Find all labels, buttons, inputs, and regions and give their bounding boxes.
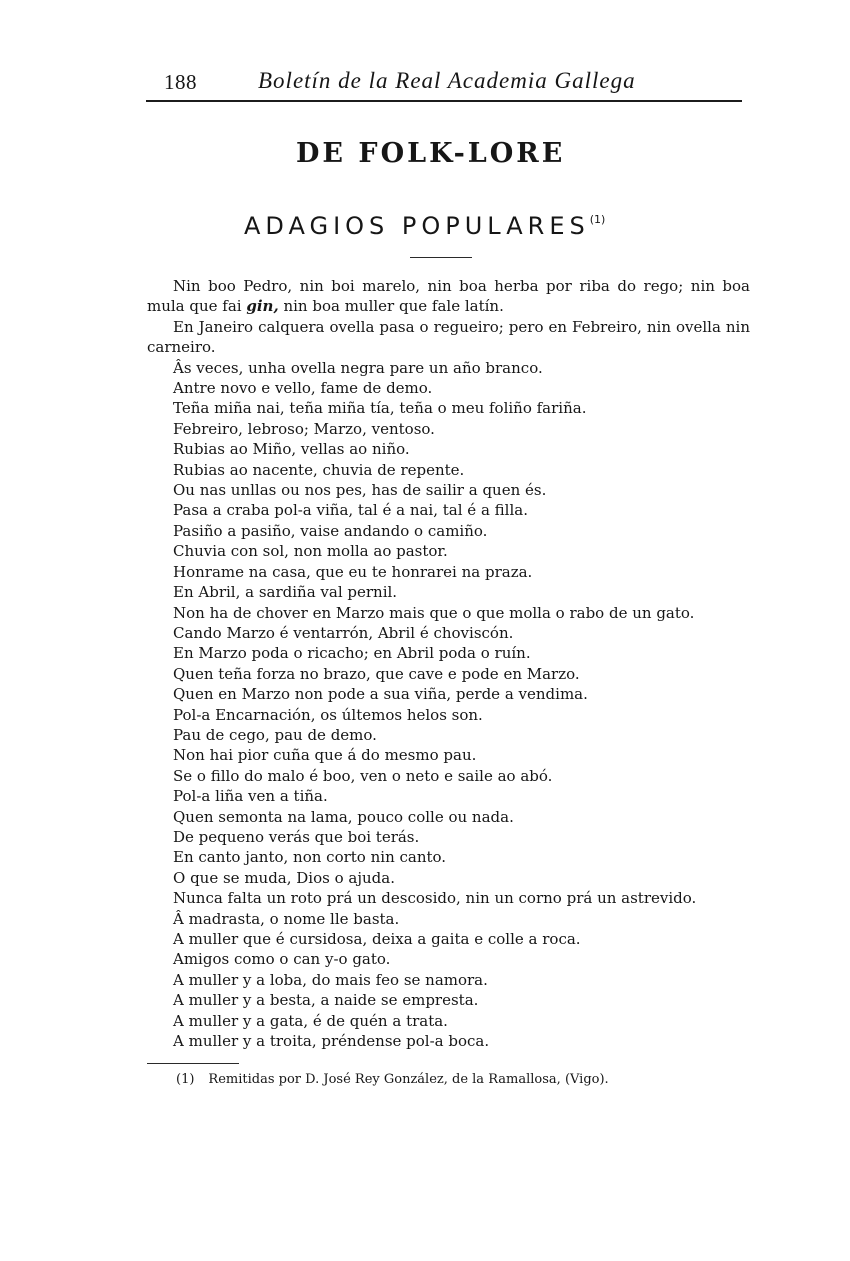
footnote-rule: [147, 1063, 239, 1064]
proverb-line: A muller que é cursidosa, deixa a gaita e colle a roca.: [173, 930, 581, 948]
page-header: [146, 64, 742, 102]
proverb-line: Cando Marzo é ventarrón, Abril é choviscón.: [173, 623, 514, 642]
proverb-line: Quen semonta na lama, pouco colle ou nada.: [173, 807, 514, 826]
proverb-line: Rubias ao Miño, vellas ao niño.: [173, 440, 410, 459]
article-title-text: ADAGIOS POPULARES: [244, 212, 590, 240]
proverb-line: Pol-a liña ven a tiña.: [173, 787, 328, 806]
proverb-line: Nunca falta un roto prá un descosido, nin un corno prá un astrevido.: [173, 889, 697, 908]
proverb-line: Honrame na casa, que eu te honrarei na praza.: [173, 562, 533, 581]
proverb-line: Rubias ao nacente, chuvia de repente.: [173, 460, 465, 479]
proverb-line: Febreiro, lebroso; Marzo, ventoso.: [173, 419, 435, 438]
proverb-line: En Janeiro calquera ovella pasa o regueiro; pero en Febreiro, nin ovella nin carneiro.: [147, 317, 750, 357]
proverb-line: Pasa a craba pol-a viña, tal é a nai, tal é a filla.: [173, 501, 528, 520]
proverb-line: En canto janto, non corto nin canto.: [173, 848, 447, 867]
proverb-line: Pau de cego, pau de demo.: [173, 725, 377, 744]
proverb-line: Chuvia con sol, non molla ao pastor.: [173, 542, 448, 561]
footnote-text: Remitidas por D. José Rey González, de la Ramallosa, (Vigo).: [208, 1072, 609, 1087]
proverb-line: Nin boo Pedro, nin boi marelo, nin boa herba por riba do rego; nin boa mula que fai gin, nin boa muller que fale latín.: [147, 277, 750, 316]
proverb-line: Se o fillo do malo é boo, ven o neto e saile ao abó.: [173, 766, 553, 785]
footnote: [176, 1072, 609, 1087]
article-title: [244, 212, 605, 240]
running-title: Boletín de la Real Academia Gallega: [258, 68, 636, 93]
proverb-line: Âs veces, unha ovella negra pare un año branco.: [173, 358, 543, 377]
proverb-line: De pequeno verás que boi terás.: [173, 827, 420, 846]
proverb-list: [147, 276, 750, 1051]
proverb-line: Quen teña forza no brazo, que cave e pode en Marzo.: [173, 664, 580, 683]
proverb-line: En Abril, a sardiña val pernil.: [173, 583, 398, 602]
proverb-line: Non ha de chover en Marzo mais que o que molla o rabo de un gato.: [173, 603, 695, 622]
proverb-line: Â madrasta, o nome lle basta.: [173, 909, 400, 928]
proverb-line: Pasiño a pasiño, vaise andando o camiño.: [173, 521, 488, 540]
proverb-line: Quen en Marzo non pode a sua viña, perde a vendima.: [173, 685, 588, 704]
proverb-line: Ou nas unllas ou nos pes, has de sailir a quen és.: [173, 481, 547, 500]
proverb-line: A muller y a troita, préndense pol-a boca.: [173, 1032, 490, 1051]
proverb-line: Non hai pior cuña que á do mesmo pau.: [173, 746, 477, 765]
proverb-line: A muller y a gata, é de quén a trata.: [173, 1011, 448, 1030]
page-number: 188: [164, 70, 197, 94]
title-rule: [410, 257, 472, 258]
proverb-line: O que se muda, Dios o ajuda.: [173, 868, 395, 887]
footnote-reference: (1): [589, 213, 606, 226]
section-title: DE FOLK-LORE: [296, 138, 566, 169]
proverb-line: En Marzo poda o ricacho; en Abril poda o ruín.: [173, 644, 531, 663]
footnote-mark: (1): [176, 1072, 195, 1087]
proverb-line: Antre novo e vello, fame de demo.: [173, 379, 433, 398]
proverb-line: Teña miña nai, teña miña tía, teña o meu foliño fariña.: [173, 399, 587, 418]
proverb-line: A muller y a besta, a naide se empresta.: [173, 991, 479, 1010]
proverb-line: A muller y a loba, do mais feo se namora.: [173, 970, 488, 989]
proverb-line: Amigos como o can y-o gato.: [173, 950, 391, 969]
proverb-line: Pol-a Encarnación, os últemos helos son.: [173, 705, 483, 724]
